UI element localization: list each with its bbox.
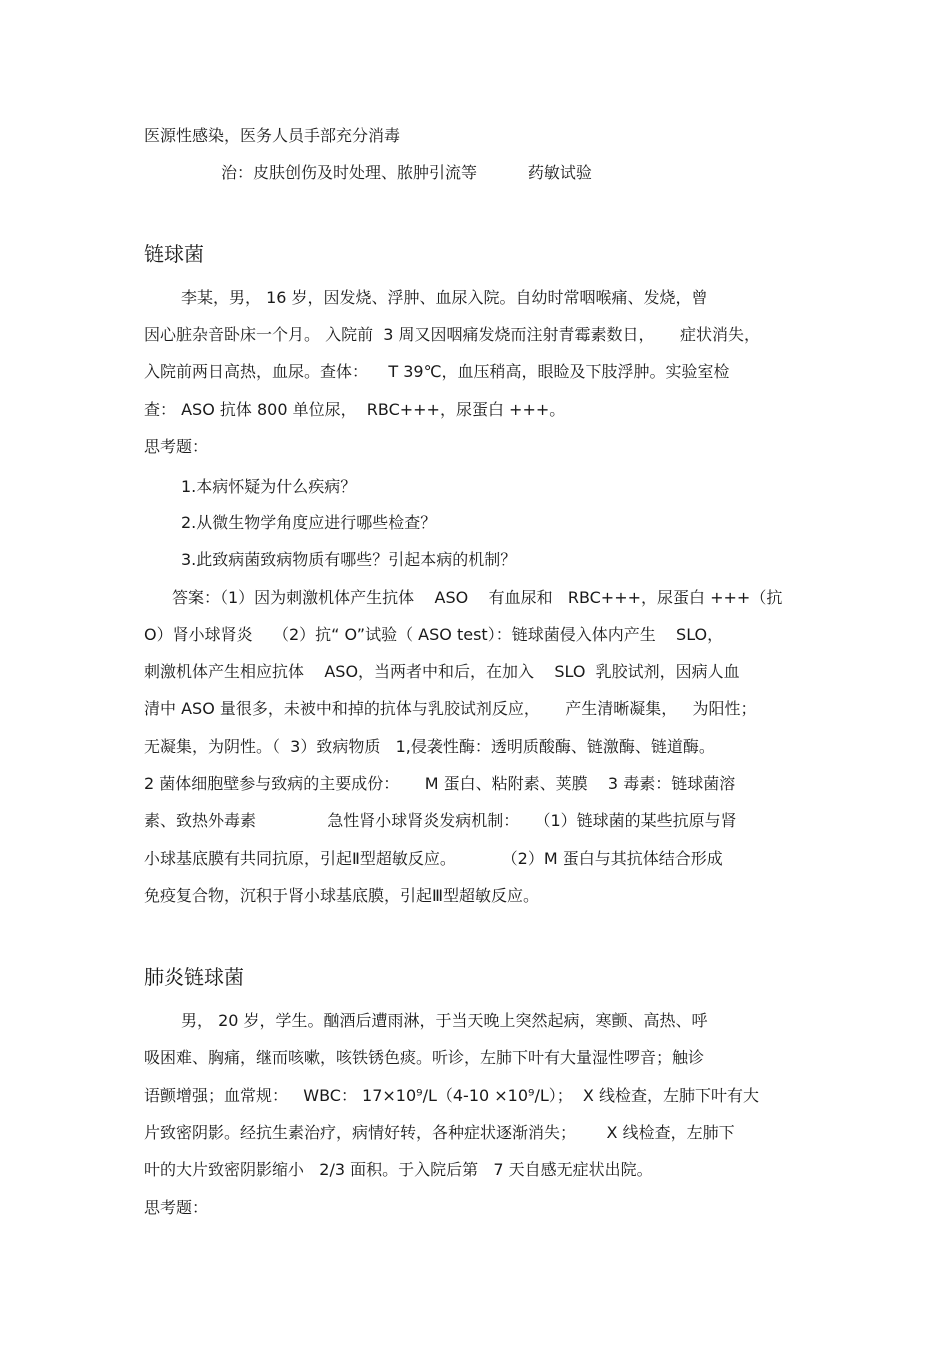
- section-heading-streptococcus: 链球菌: [144, 242, 204, 266]
- answer-line: 2 菌体细胞壁参与致病的主要成份： M 蛋白、粘附素、荚膜 3 毒素：链球菌溶: [144, 774, 736, 793]
- answer-line: 免疫复合物，沉积于肾小球基底膜，引起Ⅲ型超敏反应。: [144, 886, 540, 905]
- answer-line: 清中 ASO 量很多，未被中和掉的抗体与乳胶试剂反应， 产生清晰凝集， 为阳性；: [144, 699, 757, 718]
- answer-line: 无凝集，为阴性。（ 3）致病物质 1,侵袭性酶：透明质酸酶、链激酶、链道酶。: [144, 737, 715, 756]
- answer-line: 刺激机体产生相应抗体 ASO，当两者中和后，在加入 SLO 乳胶试剂，因病人血: [144, 662, 740, 681]
- case-line: 叶的大片致密阴影缩小 2/3 面积。于入院后第 7 天自感无症状出院。: [144, 1160, 653, 1179]
- question-item: 2.从微生物学角度应进行哪些检查？: [181, 513, 437, 532]
- case-line: 查： ASO 抗体 800 单位尿， RBC+++，尿蛋白 +++。: [144, 400, 566, 419]
- intro-line-1: 医源性感染，医务人员手部充分消毒: [144, 126, 401, 145]
- question-item: 1.本病怀疑为什么疾病？: [181, 477, 357, 496]
- case-line: 因心脏杂音卧床一个月。 入院前 3 周又因咽痛发烧而注射青霉素数日， 症状消失，: [144, 325, 760, 344]
- case-line: 片致密阴影。经抗生素治疗，病情好转，各种症状逐渐消失； X 线检查，左肺下: [144, 1123, 735, 1142]
- answer-line: O）肾小球肾炎 （2）抗“ O”试验（ ASO test）：链球菌侵入体内产生 SLO，: [144, 625, 724, 644]
- case-line: 男， 20 岁，学生。酗酒后遭雨淋，于当天晚上突然起病，寒颤、高热、呼: [181, 1011, 708, 1030]
- questions-label: 思考题：: [144, 1198, 209, 1217]
- answer-line: 答案：（1）因为刺激机体产生抗体 ASO 有血尿和 RBC+++，尿蛋白 +++（抗: [172, 588, 783, 607]
- answer-line: 小球基底膜有共同抗原，引起Ⅱ型超敏反应。 （2）M 蛋白与其抗体结合形成: [144, 849, 723, 868]
- intro-line-2: 治：皮肤创伤及时处理、脓肿引流等 药敏试验: [221, 163, 592, 182]
- case-line: 入院前两日高热，血尿。查体： T 39℃，血压稍高，眼睑及下肢浮肿。实验室检: [144, 362, 730, 381]
- answer-line: 素、致热外毒素 急性肾小球肾炎发病机制： （1）链球菌的某些抗原与肾: [144, 811, 737, 830]
- case-line: 吸困难、胸痛，继而咳嗽，咳铁锈色痰。听诊，左肺下叶有大量湿性啰音；触诊: [144, 1048, 705, 1067]
- case-line: 语颤增强；血常规： WBC： 17×10⁹/L（4-10 ×10⁹/L）； X 线检查，左肺下叶有大: [144, 1086, 759, 1105]
- questions-label: 思考题：: [144, 437, 209, 456]
- section-heading-pneumococcus: 肺炎链球菌: [144, 965, 244, 989]
- case-line: 李某，男， 16 岁，因发烧、浮肿、血尿入院。自幼时常咽喉痛、发烧，曾: [181, 288, 708, 307]
- question-item: 3.此致病菌致病物质有哪些？引起本病的机制？: [181, 550, 517, 569]
